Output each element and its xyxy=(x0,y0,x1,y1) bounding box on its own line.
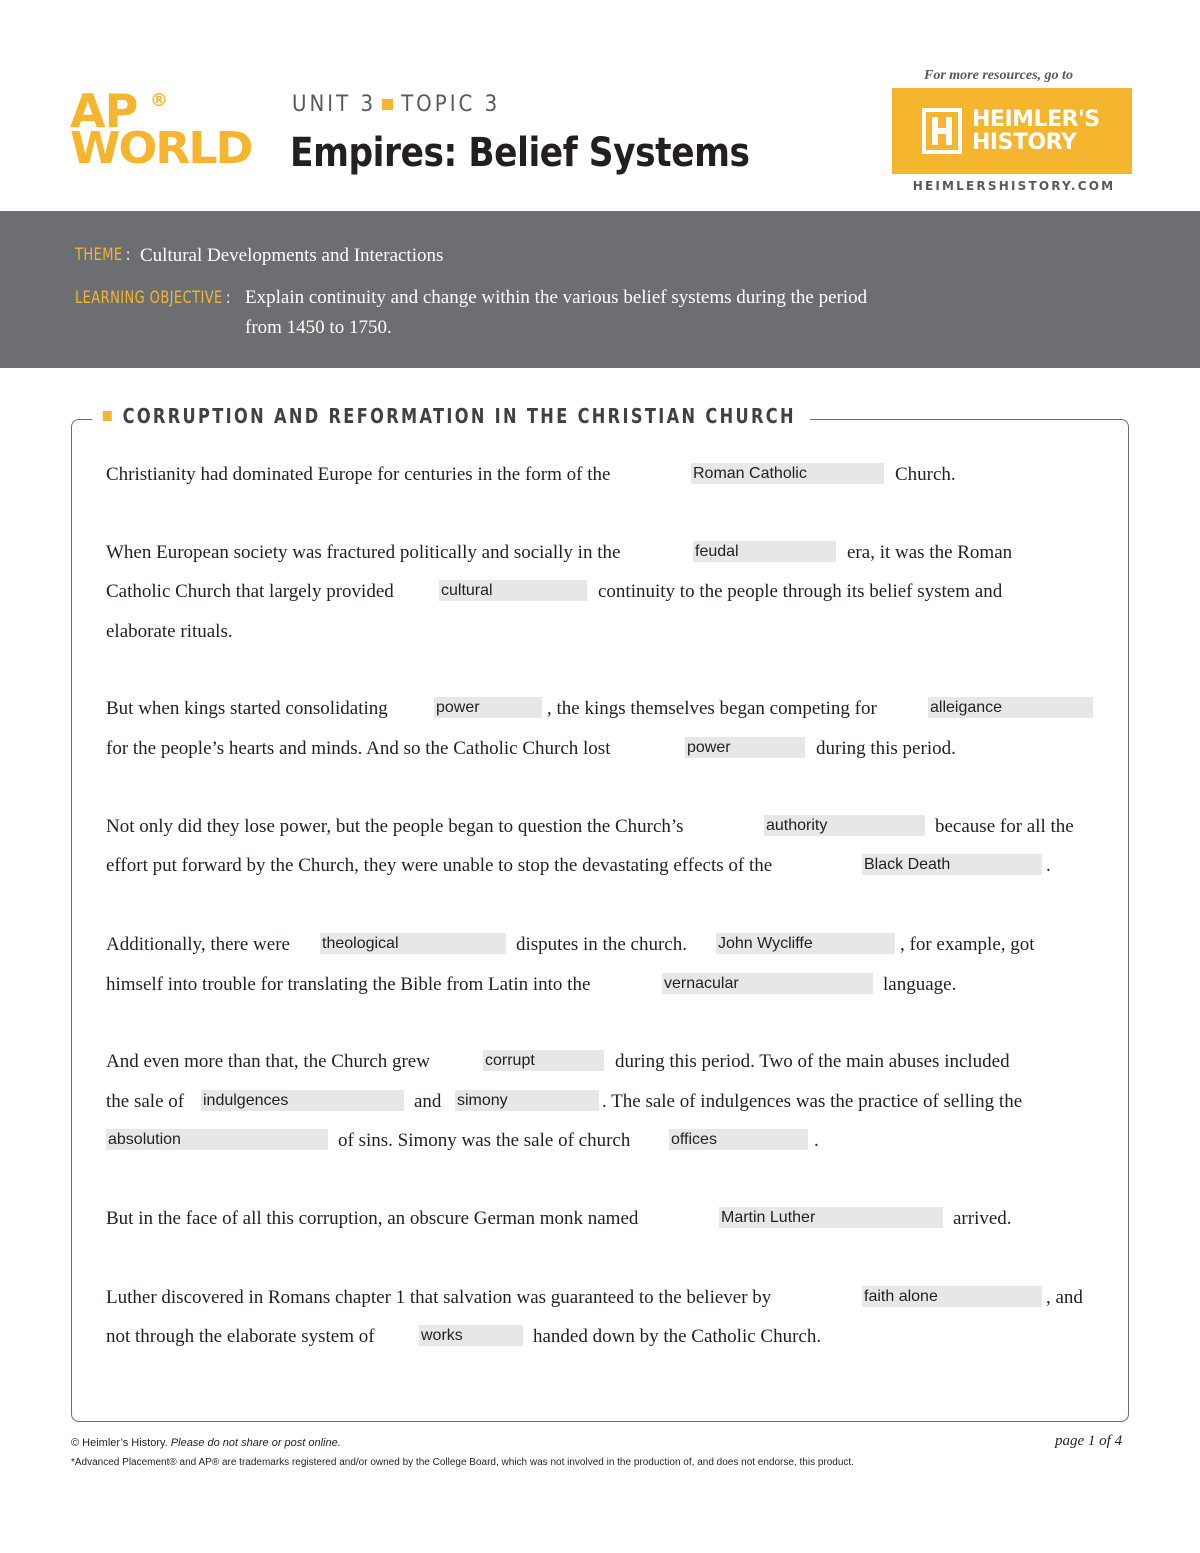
text-line: not through the elaborate system of xyxy=(106,1326,375,1347)
theme-value: Cultural Developments and Interactions xyxy=(140,245,444,266)
answer-field[interactable]: faith alone xyxy=(862,1286,1042,1307)
logo-ap: AP xyxy=(70,84,138,138)
resources-text: For more resources, go to xyxy=(924,68,1073,83)
text-line: Not only did they lose power, but the people began to question the Church’s xyxy=(106,816,684,837)
text-line: disputes in the church. xyxy=(516,934,687,955)
footer-trademark: *Advanced Placement® and AP® are trademarks registered and/or owned by the College Board, which was not involved in the production of, and does not endorse, this product. xyxy=(71,1457,854,1468)
text-line: , and xyxy=(1046,1287,1083,1308)
text-line: during this period. Two of the main abuses included xyxy=(615,1051,1010,1072)
answer-field[interactable]: absolution xyxy=(106,1129,328,1150)
page-number: page 1 of 4 xyxy=(1055,1433,1123,1449)
answer-field[interactable]: Roman Catholic xyxy=(691,463,884,484)
answer-field[interactable]: corrupt xyxy=(483,1050,604,1071)
text-line: Additionally, there were xyxy=(106,934,290,955)
theme-band xyxy=(0,211,1200,368)
theme-label-text: THEME xyxy=(75,245,123,265)
ap-world-logo xyxy=(70,84,270,178)
objective-line-2: from 1450 to 1750. xyxy=(245,317,392,338)
page-title: Empires: Belief Systems xyxy=(290,130,750,176)
logo-registered: ® xyxy=(150,90,168,111)
objective-label-text: LEARNING OBJECTIVE xyxy=(75,288,223,308)
text-line: language. xyxy=(883,974,957,995)
answer-field[interactable]: Martin Luther xyxy=(719,1207,943,1228)
text-line: arrived. xyxy=(953,1208,1012,1229)
text-line: handed down by the Catholic Church. xyxy=(533,1326,822,1347)
text-line: Christianity had dominated Europe for centuries in the form of the xyxy=(106,464,611,485)
text-line: himself into trouble for translating the Bible from Latin into the xyxy=(106,974,591,995)
text-line: because for all the xyxy=(935,816,1074,837)
text-line: . The sale of indulgences was the practice of selling the xyxy=(602,1091,1023,1112)
unit-topic-line xyxy=(292,92,500,117)
footer-copyright xyxy=(71,1437,341,1449)
text-line: . xyxy=(814,1130,819,1151)
answer-field[interactable]: power xyxy=(685,737,805,758)
brand-name-line1: HEIMLER'S xyxy=(972,107,1100,132)
text-line: and xyxy=(414,1091,442,1112)
text-line: for the people’s hearts and minds. And so the Catholic Church lost xyxy=(106,738,611,759)
objective-label: LEARNING OBJECTIVE : xyxy=(75,288,231,308)
heimler-h-icon xyxy=(922,108,962,154)
text-line: Church. xyxy=(895,464,956,485)
text-line: era, it was the Roman xyxy=(847,542,1013,563)
text-line: , the kings themselves began competing for xyxy=(547,698,877,719)
square-bullet-icon xyxy=(382,99,393,110)
text-line: When European society was fractured politically and socially in the xyxy=(106,542,621,563)
share-notice: Please do not share or post online. xyxy=(170,1437,341,1449)
text-line: , for example, got xyxy=(900,934,1035,955)
answer-field[interactable]: vernacular xyxy=(662,973,873,994)
answer-field[interactable]: cultural xyxy=(439,580,587,601)
answer-field[interactable]: authority xyxy=(764,815,925,836)
copyright-text: © Heimler’s History. xyxy=(71,1437,168,1449)
answer-field[interactable]: power xyxy=(434,697,542,718)
logo-world: WORLD xyxy=(70,123,252,174)
objective-line-1: Explain continuity and change within the various belief systems during the period xyxy=(245,287,868,308)
text-line: But when kings started consolidating xyxy=(106,698,388,719)
square-bullet-icon xyxy=(103,411,112,421)
text-line: Catholic Church that largely provided xyxy=(106,581,394,602)
text-line: of sins. Simony was the sale of church xyxy=(338,1130,631,1151)
text-line: the sale of xyxy=(106,1091,185,1112)
heimlers-history-logo[interactable] xyxy=(892,88,1132,174)
text-line: But in the face of all this corruption, an obscure German monk named xyxy=(106,1208,639,1229)
topic-label: TOPIC 3 xyxy=(401,92,501,117)
answer-field[interactable]: offices xyxy=(669,1129,808,1150)
text-line: . xyxy=(1046,855,1051,876)
section-heading-text: CORRUPTION AND REFORMATION IN THE CHRISTIAN CHURCH xyxy=(122,404,796,428)
answer-field[interactable]: feudal xyxy=(693,541,836,562)
text-line: And even more than that, the Church grew xyxy=(106,1051,430,1072)
answer-field[interactable]: works xyxy=(419,1325,523,1346)
answer-field[interactable]: Black Death xyxy=(862,854,1042,875)
text-line: continuity to the people through its belief system and xyxy=(598,581,1003,602)
brand-name-line2: HISTORY xyxy=(972,130,1077,155)
text-line: Luther discovered in Romans chapter 1 that salvation was guaranteed to the believer by xyxy=(106,1287,772,1308)
answer-field[interactable]: alleigance xyxy=(928,697,1093,718)
unit-label: UNIT 3 xyxy=(292,92,377,117)
answer-field[interactable]: John Wycliffe xyxy=(716,933,895,954)
answer-field[interactable]: theological xyxy=(320,933,506,954)
section-heading xyxy=(92,404,810,428)
text-line: during this period. xyxy=(816,738,956,759)
text-line: elaborate rituals. xyxy=(106,621,233,642)
answer-field[interactable]: indulgences xyxy=(201,1090,404,1111)
content-box xyxy=(71,419,1129,1422)
theme-label: THEME : xyxy=(75,245,131,265)
brand-url[interactable]: HEIMLERSHISTORY.COM xyxy=(912,179,1116,193)
brand-name xyxy=(972,108,1100,154)
answer-field[interactable]: simony xyxy=(455,1090,599,1111)
text-line: effort put forward by the Church, they were unable to stop the devastating effects of the xyxy=(106,855,773,876)
